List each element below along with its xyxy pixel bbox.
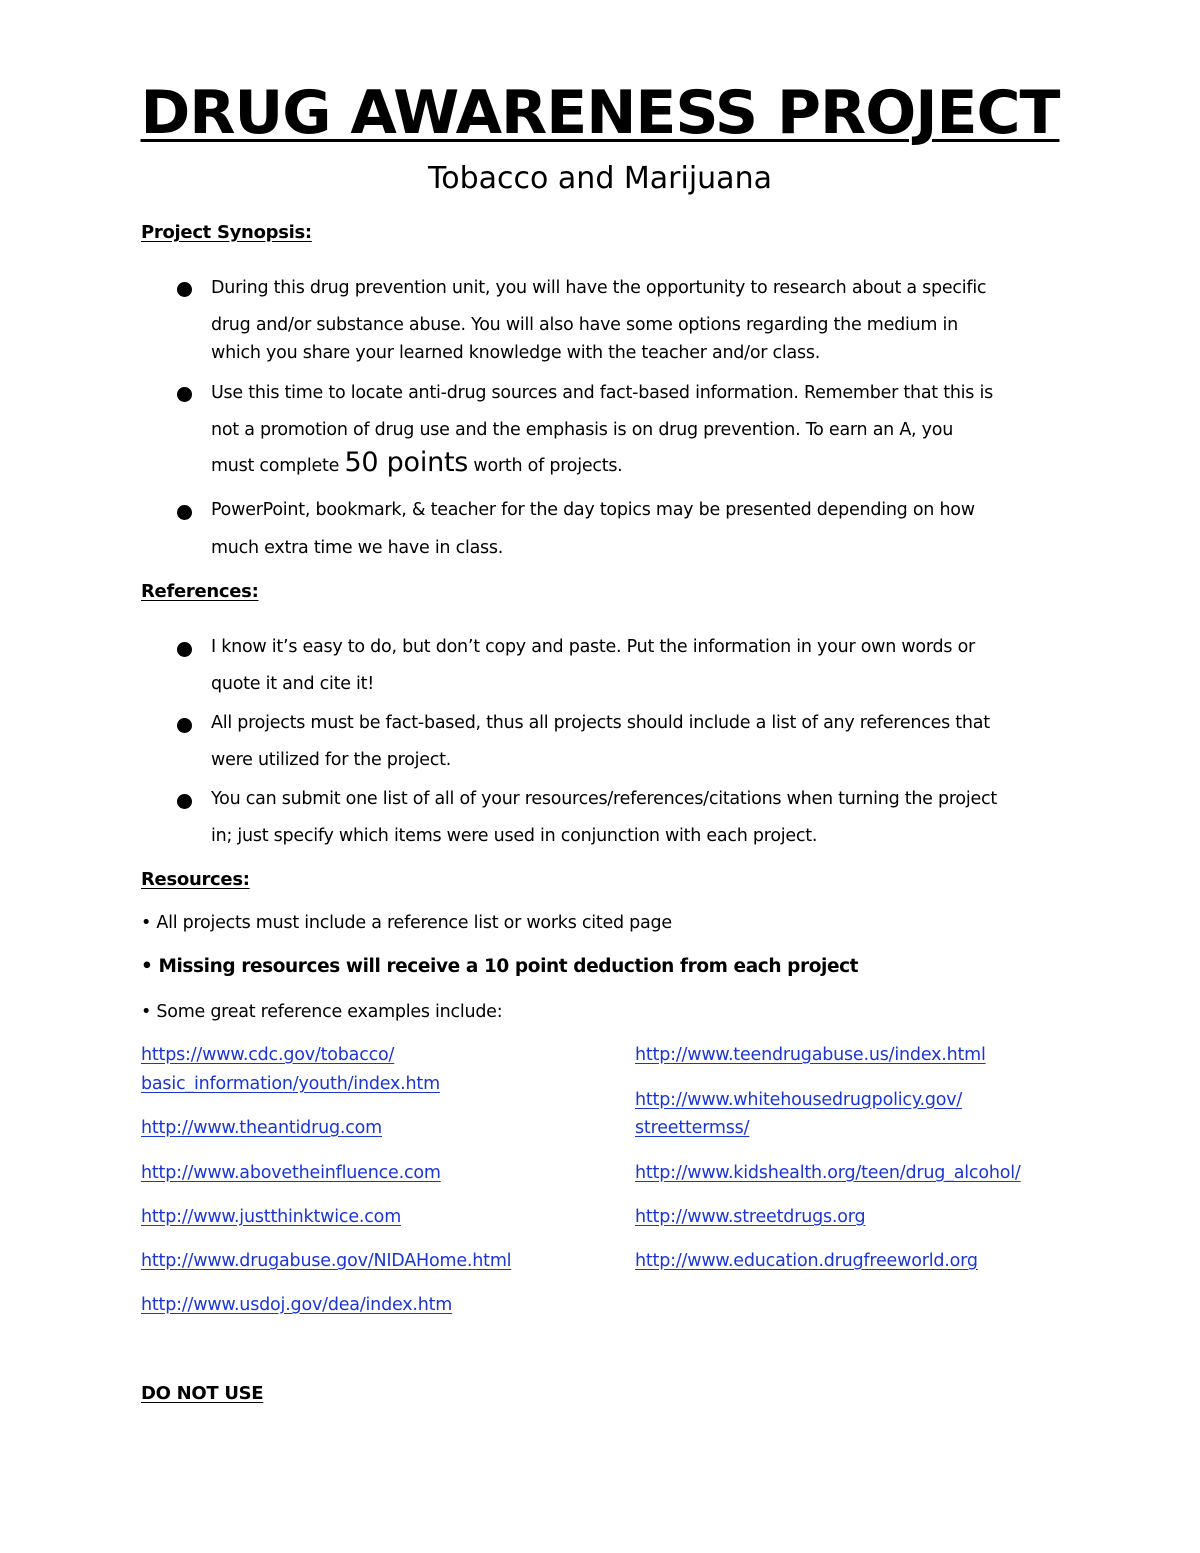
- points-prefix: must complete: [211, 456, 345, 476]
- link-drugfreeworld[interactable]: http://www.education.drugfreeworld.org: [635, 1251, 978, 1271]
- references-bullet-3-line-1: You can submit one list of all of your resources/references/citations when turning the project: [211, 789, 998, 809]
- bullet-icon: [177, 505, 192, 520]
- synopsis-bullet-1-line-3: which you share your learned knowledge with the teacher and/or class.: [211, 343, 821, 363]
- synopsis-bullet-1-line-2: drug and/or substance abuse. You will also have some options regarding the medium in: [211, 315, 958, 335]
- link-abovetheinfluence[interactable]: http://www.abovetheinfluence.com: [141, 1163, 441, 1183]
- page-title: DRUG AWARENESS PROJECT: [140, 78, 1060, 148]
- bullet-icon: [177, 718, 192, 733]
- synopsis-bullet-1-line-1: During this drug prevention unit, you will have the opportunity to research about a specific: [211, 278, 987, 298]
- references-heading: References:: [141, 581, 259, 602]
- link-streetdrugs[interactable]: http://www.streetdrugs.org: [635, 1207, 866, 1227]
- references-bullet-3-line-2: in; just specify which items were used in conjunction with each project.: [211, 826, 818, 846]
- link-kidshealth[interactable]: http://www.kidshealth.org/teen/drug_alcohol/: [635, 1163, 1021, 1183]
- resources-heading: Resources:: [141, 869, 250, 890]
- bullet-icon: [177, 794, 192, 809]
- synopsis-bullet-2-line-2: not a promotion of drug use and the emphasis is on drug prevention. To earn an A, you: [211, 420, 954, 440]
- link-justthinktwice[interactable]: http://www.justthinktwice.com: [141, 1207, 402, 1227]
- link-teendrugabuse[interactable]: http://www.teendrugabuse.us/index.html: [635, 1045, 986, 1065]
- link-drugabuse[interactable]: http://www.drugabuse.gov/NIDAHome.html: [141, 1251, 512, 1271]
- resources-line-2: • Missing resources will receive a 10 point deduction from each project: [141, 956, 859, 977]
- link-whitehousedrugpolicy[interactable]: http://www.whitehousedrugpolicy.gov/: [635, 1090, 963, 1110]
- do-not-use-heading: DO NOT USE: [141, 1383, 264, 1404]
- bullet-icon: [177, 642, 192, 657]
- synopsis-bullet-2-line-3: [211, 447, 623, 478]
- references-bullet-2-line-2: were utilized for the project.: [211, 750, 452, 770]
- link-cdc-tobacco-cont[interactable]: basic_information/youth/index.htm: [141, 1074, 440, 1094]
- link-cdc-tobacco[interactable]: https://www.cdc.gov/tobacco/: [141, 1045, 395, 1065]
- link-whitehousedrugpolicy-cont[interactable]: streettermss/: [635, 1118, 750, 1138]
- resources-line-3: • Some great reference examples include:: [141, 1002, 503, 1022]
- references-bullet-1-line-1: I know it’s easy to do, but don’t copy and paste. Put the information in your own words or: [211, 637, 975, 657]
- points-suffix: worth of projects.: [468, 456, 623, 476]
- references-bullet-1-line-2: quote it and cite it!: [211, 674, 375, 694]
- synopsis-bullet-3-line-1: PowerPoint, bookmark, & teacher for the day topics may be presented depending on how: [211, 500, 975, 520]
- resources-line-1: • All projects must include a reference list or works cited page: [141, 913, 672, 933]
- synopsis-bullet-2-line-1: Use this time to locate anti-drug sources and fact-based information. Remember that this is: [211, 383, 993, 403]
- synopsis-heading: Project Synopsis:: [141, 222, 312, 243]
- page-subtitle: Tobacco and Marijuana: [428, 161, 772, 196]
- references-bullet-2-line-1: All projects must be fact-based, thus all projects should include a list of any references that: [211, 713, 990, 733]
- link-theantidrug[interactable]: http://www.theantidrug.com: [141, 1118, 383, 1138]
- link-usdoj[interactable]: http://www.usdoj.gov/dea/index.htm: [141, 1295, 453, 1315]
- synopsis-bullet-3-line-2: much extra time we have in class.: [211, 538, 504, 558]
- bullet-icon: [177, 282, 192, 297]
- points-highlight: 50 points: [344, 447, 469, 478]
- bullet-icon: [177, 387, 192, 402]
